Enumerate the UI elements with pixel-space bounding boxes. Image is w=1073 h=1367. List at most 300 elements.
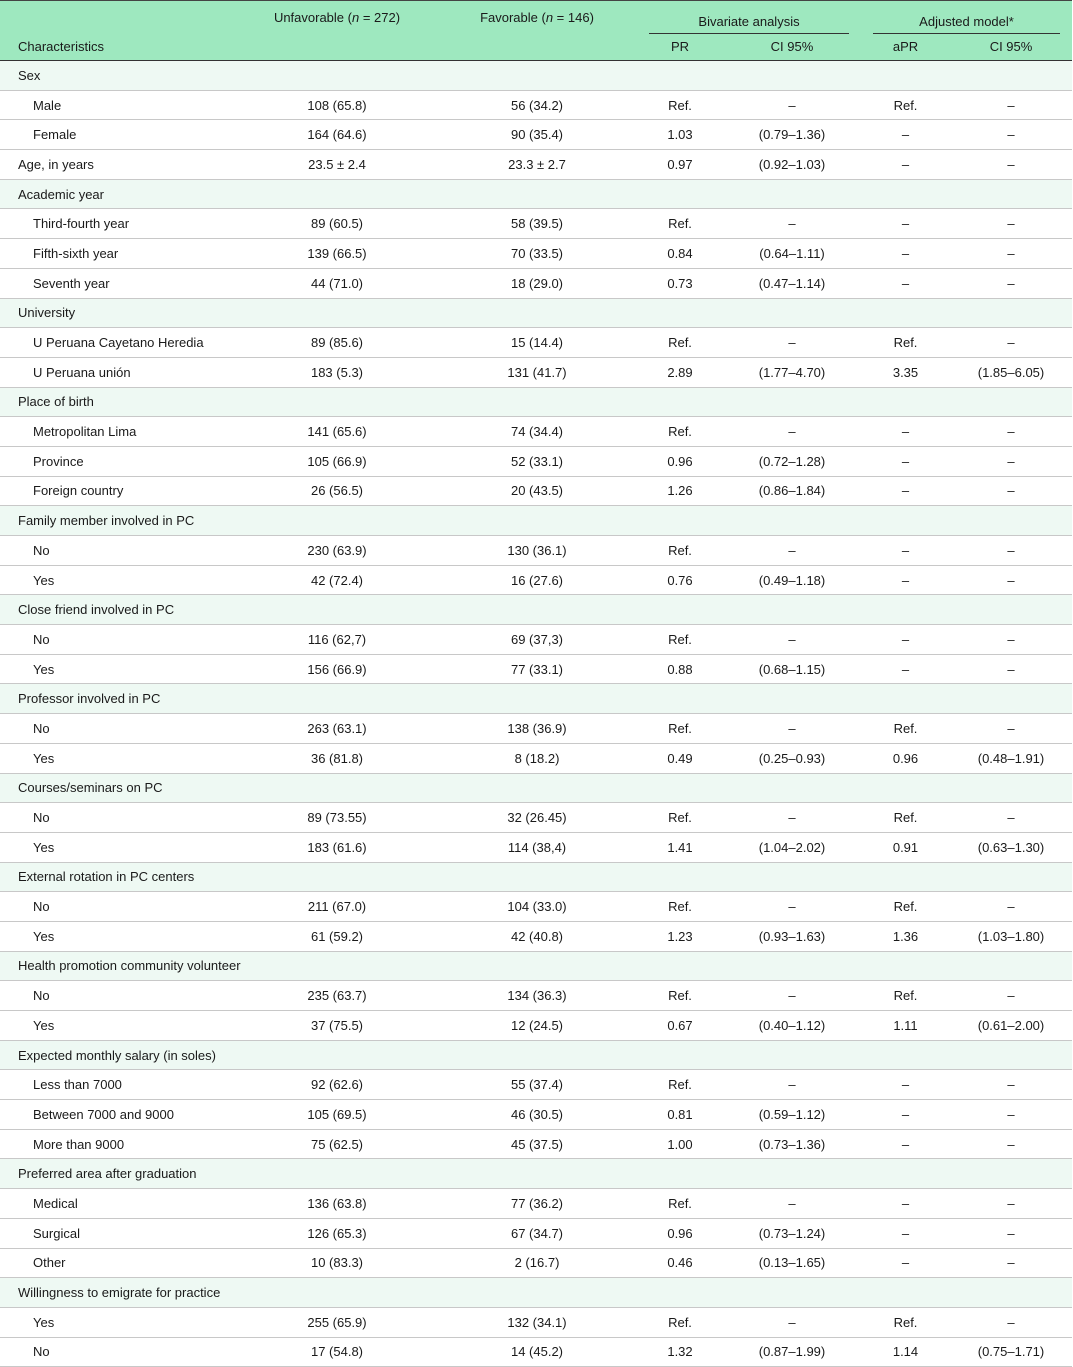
unfavorable-cell: 17 (54.8) xyxy=(237,1337,437,1367)
unfavorable-cell xyxy=(237,684,437,714)
characteristic-cell: No xyxy=(0,1337,237,1367)
ci-cell: – xyxy=(723,328,861,358)
unfavorable-cell xyxy=(237,951,437,981)
aci-cell: – xyxy=(950,536,1072,566)
unfavorable-cell: 26 (56.5) xyxy=(237,476,437,506)
unfavorable-cell: 126 (65.3) xyxy=(237,1218,437,1248)
characteristic-cell: Yes xyxy=(0,921,237,951)
category-row xyxy=(0,387,1072,417)
aci-cell: – xyxy=(950,565,1072,595)
apr-cell: – xyxy=(861,1189,950,1219)
apr-cell: 1.14 xyxy=(861,1337,950,1367)
ci-cell xyxy=(723,951,861,981)
apr-cell: – xyxy=(861,1248,950,1278)
aci-cell: (0.61–2.00) xyxy=(950,1011,1072,1041)
ci-cell: – xyxy=(723,209,861,239)
unfavorable-prefix: Unfavorable ( xyxy=(273,10,352,25)
ci-cell: – xyxy=(723,90,861,120)
favorable-cell xyxy=(437,684,637,714)
characteristic-cell: Male xyxy=(0,90,237,120)
unfavorable-cell: 42 (72.4) xyxy=(237,565,437,595)
apr-cell xyxy=(861,1040,950,1070)
table-body xyxy=(0,61,1072,1367)
unfavorable-cell xyxy=(237,1040,437,1070)
characteristic-cell: Less than 7000 xyxy=(0,1070,237,1100)
adjusted-label: Adjusted model* xyxy=(919,13,1014,29)
characteristic-cell: Academic year xyxy=(0,179,237,209)
apr-cell: Ref. xyxy=(861,1307,950,1337)
aci-cell xyxy=(950,179,1072,209)
header-spacer xyxy=(0,1,237,34)
ci-cell: (0.49–1.18) xyxy=(723,565,861,595)
apr-cell: – xyxy=(861,209,950,239)
apr-cell: – xyxy=(861,536,950,566)
ci-cell: (0.93–1.63) xyxy=(723,921,861,951)
pr-cell xyxy=(637,862,723,892)
characteristic-cell: Age, in years xyxy=(0,150,237,180)
unfavorable-cell: 136 (63.8) xyxy=(237,1189,437,1219)
table-header xyxy=(0,1,1072,61)
pr-cell: 0.49 xyxy=(637,743,723,773)
characteristic-cell: Female xyxy=(0,120,237,150)
favorable-cell: 42 (40.8) xyxy=(437,921,637,951)
category-row xyxy=(0,684,1072,714)
table-row xyxy=(0,90,1072,120)
ci-cell: – xyxy=(723,803,861,833)
apr-cell: Ref. xyxy=(861,90,950,120)
characteristic-cell: External rotation in PC centers xyxy=(0,862,237,892)
pr-cell: 1.00 xyxy=(637,1129,723,1159)
favorable-cell: 114 (38,4) xyxy=(437,832,637,862)
table-row xyxy=(0,1070,1072,1100)
table-row xyxy=(0,981,1072,1011)
ci-cell: – xyxy=(723,417,861,447)
apr-cell: – xyxy=(861,417,950,447)
pr-cell: 0.73 xyxy=(637,268,723,298)
favorable-cell: 14 (45.2) xyxy=(437,1337,637,1367)
favorable-cell: 52 (33.1) xyxy=(437,446,637,476)
apr-cell xyxy=(861,61,950,91)
header-blank-2 xyxy=(437,34,637,61)
ci-cell xyxy=(723,1040,861,1070)
characteristic-cell: Expected monthly salary (in soles) xyxy=(0,1040,237,1070)
pr-cell xyxy=(637,773,723,803)
favorable-cell xyxy=(437,951,637,981)
characteristic-cell: Health promotion community volunteer xyxy=(0,951,237,981)
favorable-cell xyxy=(437,506,637,536)
apr-cell: – xyxy=(861,120,950,150)
category-row xyxy=(0,179,1072,209)
characteristic-cell: Sex xyxy=(0,61,237,91)
unfavorable-cell xyxy=(237,1159,437,1189)
apr-cell: – xyxy=(861,476,950,506)
unfavorable-cell: 10 (83.3) xyxy=(237,1248,437,1278)
table-row xyxy=(0,654,1072,684)
aci-cell: – xyxy=(950,1218,1072,1248)
favorable-cell: 138 (36.9) xyxy=(437,714,637,744)
apr-cell: 1.36 xyxy=(861,921,950,951)
favorable-cell: 18 (29.0) xyxy=(437,268,637,298)
pr-cell: 1.26 xyxy=(637,476,723,506)
table-row xyxy=(0,446,1072,476)
category-row xyxy=(0,1159,1072,1189)
ci-cell: (0.47–1.14) xyxy=(723,268,861,298)
table-row xyxy=(0,120,1072,150)
characteristic-cell: No xyxy=(0,981,237,1011)
pr-cell: 0.46 xyxy=(637,1248,723,1278)
apr-cell: Ref. xyxy=(861,328,950,358)
pr-cell: Ref. xyxy=(637,90,723,120)
favorable-cell: 58 (39.5) xyxy=(437,209,637,239)
table-row xyxy=(0,1248,1072,1278)
characteristic-cell: Yes xyxy=(0,832,237,862)
table-row xyxy=(0,1307,1072,1337)
category-row xyxy=(0,951,1072,981)
ci-cell: – xyxy=(723,892,861,922)
aci-cell: – xyxy=(950,446,1072,476)
apr-cell: – xyxy=(861,239,950,269)
table-row xyxy=(0,209,1072,239)
favorable-cell: 15 (14.4) xyxy=(437,328,637,358)
characteristic-cell: Place of birth xyxy=(0,387,237,417)
characteristic-cell: Medical xyxy=(0,1189,237,1219)
favorable-cell: 131 (41.7) xyxy=(437,357,637,387)
pr-cell xyxy=(637,1159,723,1189)
ci-cell: – xyxy=(723,625,861,655)
favorable-cell: 2 (16.7) xyxy=(437,1248,637,1278)
unfavorable-cell xyxy=(237,298,437,328)
unfavorable-cell: 235 (63.7) xyxy=(237,981,437,1011)
unfavorable-cell: 156 (66.9) xyxy=(237,654,437,684)
pr-cell: Ref. xyxy=(637,328,723,358)
ci-cell: (0.13–1.65) xyxy=(723,1248,861,1278)
ci-cell xyxy=(723,1159,861,1189)
ci-cell: – xyxy=(723,536,861,566)
bivariate-label: Bivariate analysis xyxy=(698,13,800,29)
ci-cell xyxy=(723,684,861,714)
table-row xyxy=(0,743,1072,773)
header-characteristics: Characteristics xyxy=(18,39,104,55)
apr-cell: 0.91 xyxy=(861,832,950,862)
apr-cell xyxy=(861,1159,950,1189)
ci-cell: – xyxy=(723,1070,861,1100)
favorable-cell: 46 (30.5) xyxy=(437,1100,637,1130)
aci-cell: – xyxy=(950,892,1072,922)
apr-cell xyxy=(861,387,950,417)
unfavorable-cell: 164 (64.6) xyxy=(237,120,437,150)
ci-cell xyxy=(723,595,861,625)
apr-cell: – xyxy=(861,654,950,684)
table-row xyxy=(0,1218,1072,1248)
table-row xyxy=(0,565,1072,595)
unfavorable-cell: 37 (75.5) xyxy=(237,1011,437,1041)
pr-cell xyxy=(637,684,723,714)
apr-cell xyxy=(861,684,950,714)
pr-cell: Ref. xyxy=(637,536,723,566)
favorable-cell: 69 (37,3) xyxy=(437,625,637,655)
aci-cell: – xyxy=(950,120,1072,150)
unfavorable-cell: 255 (65.9) xyxy=(237,1307,437,1337)
characteristic-cell: Willingness to emigrate for practice xyxy=(0,1278,237,1308)
favorable-suffix: = 146) xyxy=(553,10,594,25)
ci-cell xyxy=(723,773,861,803)
table-row xyxy=(0,1100,1072,1130)
unfavorable-cell: 116 (62,7) xyxy=(237,625,437,655)
header-favorable xyxy=(437,1,637,34)
ci-cell: – xyxy=(723,1307,861,1337)
unfavorable-cell: 141 (65.6) xyxy=(237,417,437,447)
characteristic-cell: Third-fourth year xyxy=(0,209,237,239)
characteristic-cell: Preferred area after graduation xyxy=(0,1159,237,1189)
favorable-cell: 70 (33.5) xyxy=(437,239,637,269)
characteristic-cell: Professor involved in PC xyxy=(0,684,237,714)
characteristic-cell: Foreign country xyxy=(0,476,237,506)
category-row xyxy=(0,1278,1072,1308)
unfavorable-cell: 139 (66.5) xyxy=(237,239,437,269)
characteristic-cell: Family member involved in PC xyxy=(0,506,237,536)
aci-cell xyxy=(950,387,1072,417)
pr-cell: Ref. xyxy=(637,1189,723,1219)
apr-cell: 1.11 xyxy=(861,1011,950,1041)
ci-cell: (1.04–2.02) xyxy=(723,832,861,862)
favorable-cell: 12 (24.5) xyxy=(437,1011,637,1041)
characteristic-cell: Close friend involved in PC xyxy=(0,595,237,625)
ci-cell: (0.72–1.28) xyxy=(723,446,861,476)
category-row xyxy=(0,298,1072,328)
aci-cell xyxy=(950,595,1072,625)
apr-cell xyxy=(861,773,950,803)
unfavorable-cell xyxy=(237,773,437,803)
apr-cell xyxy=(861,298,950,328)
apr-cell: Ref. xyxy=(861,892,950,922)
aci-cell: – xyxy=(950,1189,1072,1219)
table-row xyxy=(0,714,1072,744)
table-row xyxy=(0,150,1072,180)
ci-cell: – xyxy=(723,714,861,744)
favorable-cell xyxy=(437,773,637,803)
pr-cell xyxy=(637,595,723,625)
ci-cell: (0.40–1.12) xyxy=(723,1011,861,1041)
aci-cell xyxy=(950,61,1072,91)
favorable-cell: 23.3 ± 2.7 xyxy=(437,150,637,180)
characteristic-cell: No xyxy=(0,625,237,655)
favorable-cell xyxy=(437,179,637,209)
pr-cell xyxy=(637,1278,723,1308)
favorable-cell xyxy=(437,298,637,328)
unfavorable-cell xyxy=(237,1278,437,1308)
pr-cell: Ref. xyxy=(637,892,723,922)
favorable-cell: 104 (33.0) xyxy=(437,892,637,922)
ci-cell: (0.73–1.24) xyxy=(723,1218,861,1248)
favorable-cell: 77 (33.1) xyxy=(437,654,637,684)
aci-cell xyxy=(950,506,1072,536)
aci-cell xyxy=(950,862,1072,892)
pr-cell: Ref. xyxy=(637,803,723,833)
pr-cell xyxy=(637,179,723,209)
aci-cell: – xyxy=(950,714,1072,744)
table-row xyxy=(0,1011,1072,1041)
pr-cell: 1.03 xyxy=(637,120,723,150)
table-row xyxy=(0,536,1072,566)
aci-cell: – xyxy=(950,476,1072,506)
pr-cell: 0.84 xyxy=(637,239,723,269)
unfavorable-cell xyxy=(237,387,437,417)
unfavorable-cell xyxy=(237,595,437,625)
table-row xyxy=(0,417,1072,447)
header-ci-adjusted: CI 95% xyxy=(989,39,1033,55)
apr-cell: – xyxy=(861,268,950,298)
favorable-cell xyxy=(437,862,637,892)
pr-cell: 0.67 xyxy=(637,1011,723,1041)
unfavorable-cell xyxy=(237,179,437,209)
ci-cell xyxy=(723,61,861,91)
favorable-cell: 55 (37.4) xyxy=(437,1070,637,1100)
pr-cell: Ref. xyxy=(637,209,723,239)
unfavorable-cell: 61 (59.2) xyxy=(237,921,437,951)
unfavorable-cell: 105 (66.9) xyxy=(237,446,437,476)
aci-cell xyxy=(950,773,1072,803)
aci-cell: – xyxy=(950,1100,1072,1130)
category-row xyxy=(0,1040,1072,1070)
pr-cell xyxy=(637,1040,723,1070)
characteristic-cell: Seventh year xyxy=(0,268,237,298)
apr-cell: – xyxy=(861,1129,950,1159)
favorable-cell: 74 (34.4) xyxy=(437,417,637,447)
characteristic-cell: Province xyxy=(0,446,237,476)
header-bivariate xyxy=(637,1,861,34)
aci-cell: – xyxy=(950,417,1072,447)
pr-cell: 1.32 xyxy=(637,1337,723,1367)
aci-cell: – xyxy=(950,328,1072,358)
characteristic-cell: Yes xyxy=(0,565,237,595)
category-row xyxy=(0,862,1072,892)
unfavorable-cell: 44 (71.0) xyxy=(237,268,437,298)
aci-cell: – xyxy=(950,981,1072,1011)
unfavorable-cell: 183 (61.6) xyxy=(237,832,437,862)
apr-cell: – xyxy=(861,565,950,595)
favorable-cell: 90 (35.4) xyxy=(437,120,637,150)
header-blank-1 xyxy=(237,34,437,61)
aci-cell: – xyxy=(950,1129,1072,1159)
ci-cell xyxy=(723,1278,861,1308)
apr-cell xyxy=(861,506,950,536)
ci-cell: (0.73–1.36) xyxy=(723,1129,861,1159)
characteristic-cell: U Peruana unión xyxy=(0,357,237,387)
pr-cell xyxy=(637,506,723,536)
aci-cell xyxy=(950,951,1072,981)
category-row xyxy=(0,61,1072,91)
ci-cell xyxy=(723,506,861,536)
pr-cell: Ref. xyxy=(637,417,723,447)
favorable-cell: 20 (43.5) xyxy=(437,476,637,506)
unfavorable-cell: 89 (85.6) xyxy=(237,328,437,358)
apr-cell: – xyxy=(861,1218,950,1248)
pr-cell: Ref. xyxy=(637,1070,723,1100)
ci-cell: (0.64–1.11) xyxy=(723,239,861,269)
header-ci-bivariate: CI 95% xyxy=(770,39,814,55)
apr-cell xyxy=(861,951,950,981)
unfavorable-cell xyxy=(237,862,437,892)
aci-cell: (1.03–1.80) xyxy=(950,921,1072,951)
unfavorable-cell: 105 (69.5) xyxy=(237,1100,437,1130)
characteristic-cell: Surgical xyxy=(0,1218,237,1248)
aci-cell: – xyxy=(950,209,1072,239)
characteristic-cell: Other xyxy=(0,1248,237,1278)
aci-cell xyxy=(950,298,1072,328)
apr-cell: Ref. xyxy=(861,714,950,744)
ci-cell xyxy=(723,387,861,417)
unfavorable-cell: 263 (63.1) xyxy=(237,714,437,744)
ci-cell: (0.68–1.15) xyxy=(723,654,861,684)
favorable-cell: 16 (27.6) xyxy=(437,565,637,595)
aci-cell: – xyxy=(950,90,1072,120)
aci-cell: (1.85–6.05) xyxy=(950,357,1072,387)
table-row xyxy=(0,1189,1072,1219)
apr-cell: – xyxy=(861,150,950,180)
aci-cell: – xyxy=(950,239,1072,269)
favorable-cell xyxy=(437,387,637,417)
ci-cell: (0.86–1.84) xyxy=(723,476,861,506)
characteristic-cell: Fifth-sixth year xyxy=(0,239,237,269)
favorable-cell: 56 (34.2) xyxy=(437,90,637,120)
pr-cell: 1.41 xyxy=(637,832,723,862)
table-row xyxy=(0,476,1072,506)
unfavorable-cell: 75 (62.5) xyxy=(237,1129,437,1159)
pr-cell xyxy=(637,298,723,328)
favorable-n: n xyxy=(545,10,554,25)
favorable-cell: 134 (36.3) xyxy=(437,981,637,1011)
pr-cell xyxy=(637,951,723,981)
table-row xyxy=(0,328,1072,358)
ci-cell xyxy=(723,179,861,209)
apr-cell xyxy=(861,595,950,625)
pr-cell: 0.96 xyxy=(637,1218,723,1248)
aci-cell xyxy=(950,1159,1072,1189)
pr-cell: Ref. xyxy=(637,714,723,744)
aci-cell: – xyxy=(950,1307,1072,1337)
unfavorable-cell: 108 (65.8) xyxy=(237,90,437,120)
unfavorable-cell: 89 (60.5) xyxy=(237,209,437,239)
pr-cell: Ref. xyxy=(637,981,723,1011)
aci-cell: (0.75–1.71) xyxy=(950,1337,1072,1367)
table-row xyxy=(0,625,1072,655)
pr-cell: 0.97 xyxy=(637,150,723,180)
characteristic-cell: More than 9000 xyxy=(0,1129,237,1159)
unfavorable-cell: 211 (67.0) xyxy=(237,892,437,922)
ci-cell: (0.87–1.99) xyxy=(723,1337,861,1367)
aci-cell: – xyxy=(950,150,1072,180)
pr-cell: Ref. xyxy=(637,1307,723,1337)
favorable-cell xyxy=(437,1040,637,1070)
table-row xyxy=(0,921,1072,951)
unfavorable-n: n xyxy=(351,10,360,25)
category-row xyxy=(0,506,1072,536)
characteristic-cell: No xyxy=(0,803,237,833)
apr-cell: – xyxy=(861,625,950,655)
header-unfavorable xyxy=(237,1,437,34)
header-adjusted xyxy=(861,1,1072,34)
ci-cell: (0.59–1.12) xyxy=(723,1100,861,1130)
apr-cell: – xyxy=(861,1070,950,1100)
table-row xyxy=(0,239,1072,269)
unfavorable-suffix: = 272) xyxy=(359,10,401,25)
unfavorable-cell xyxy=(237,61,437,91)
pr-cell: 0.76 xyxy=(637,565,723,595)
ci-cell: – xyxy=(723,981,861,1011)
category-row xyxy=(0,595,1072,625)
characteristic-cell: Yes xyxy=(0,743,237,773)
aci-cell xyxy=(950,684,1072,714)
